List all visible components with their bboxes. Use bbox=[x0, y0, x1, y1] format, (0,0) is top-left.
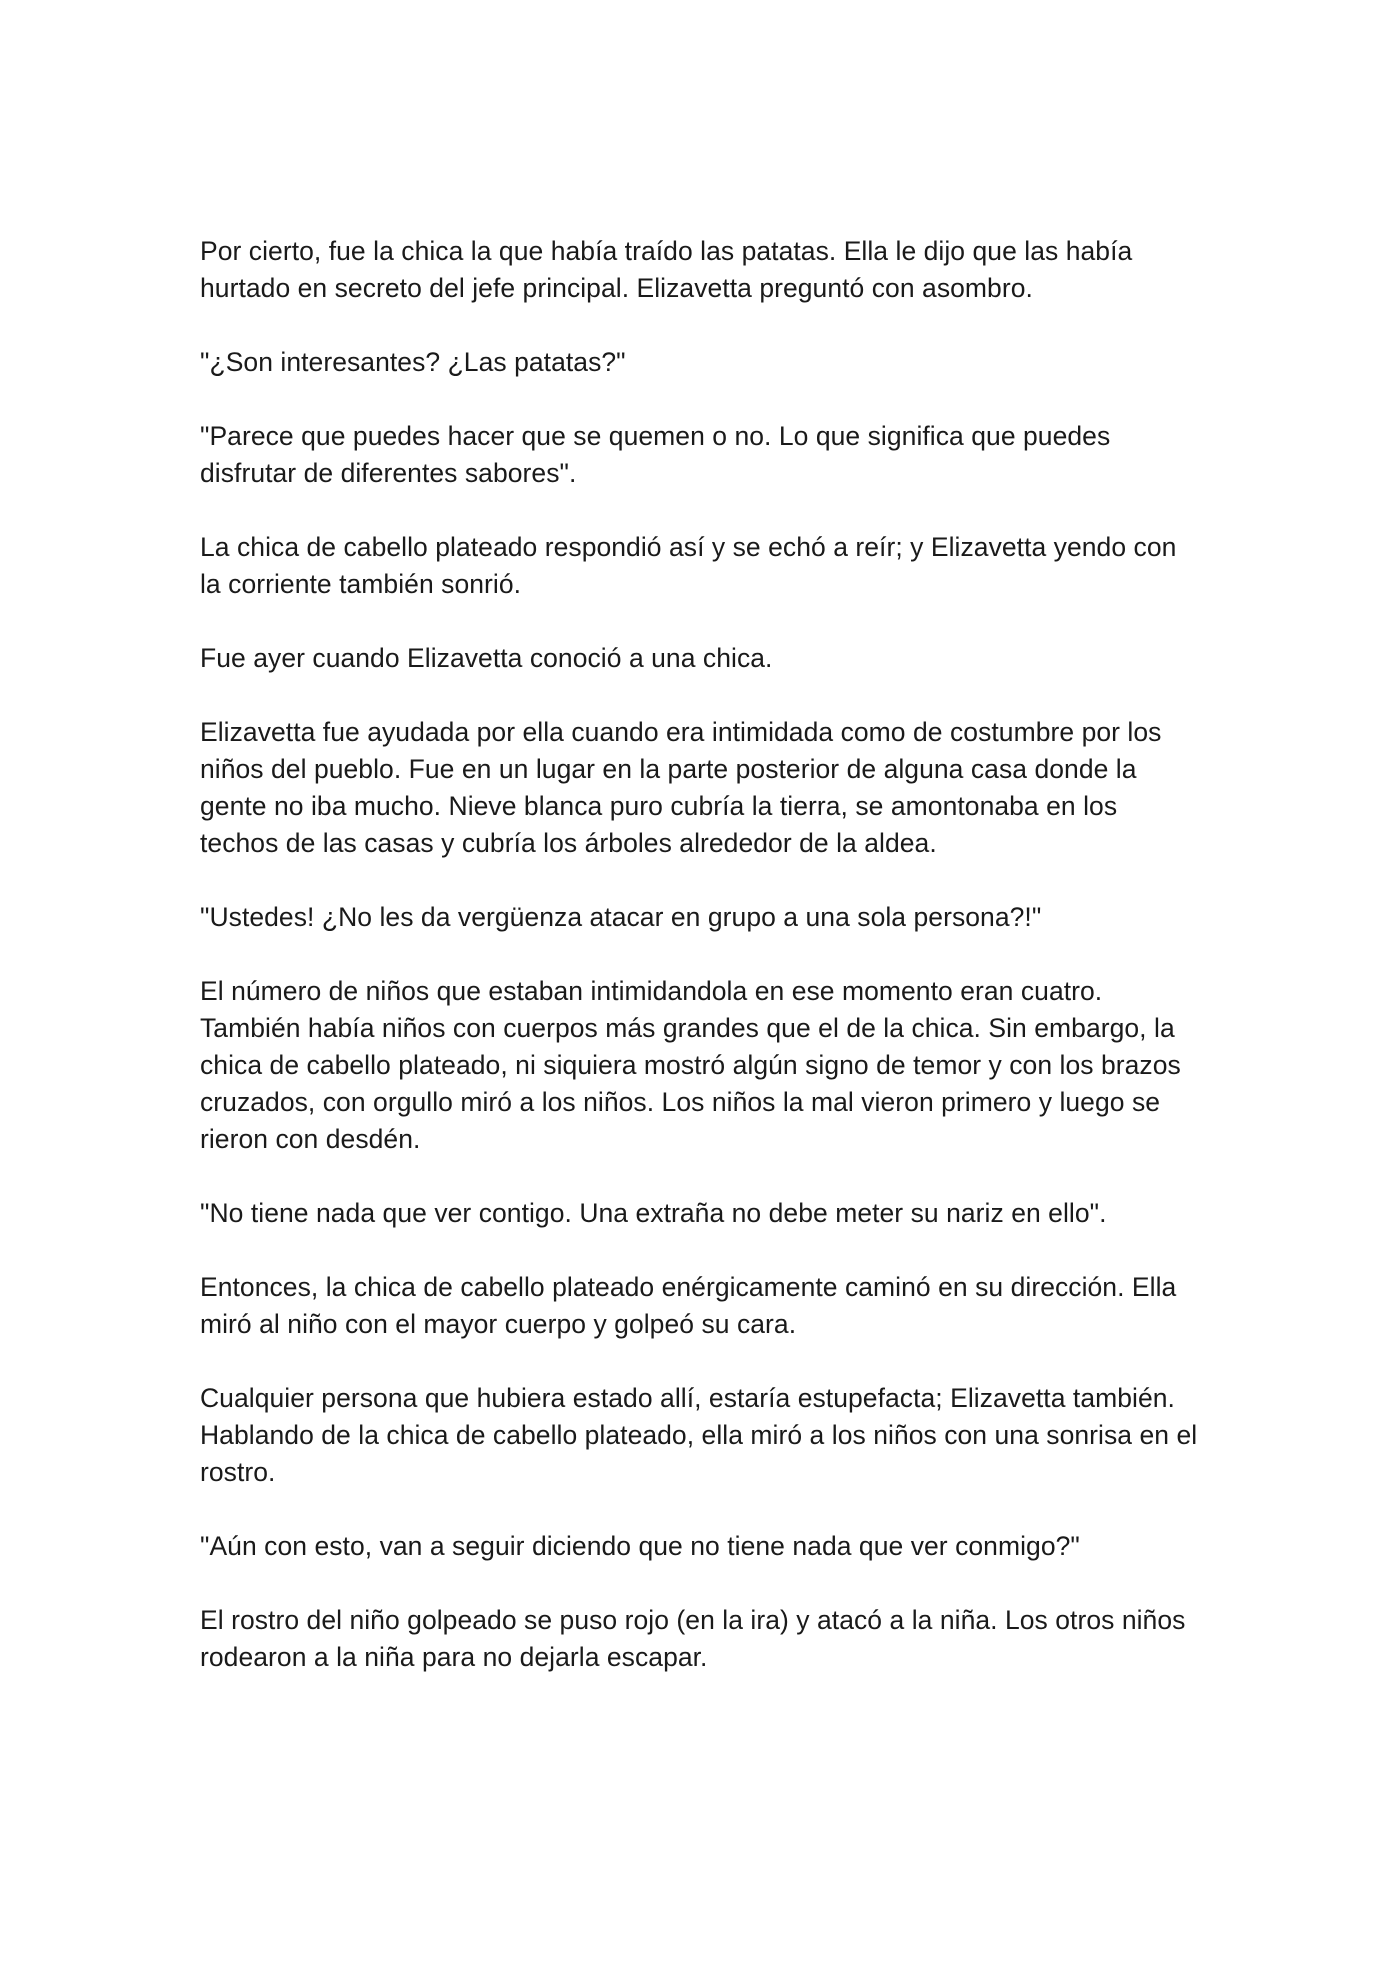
paragraph: "Parece que puedes hacer que se quemen o no. Lo que significa que puedes disfrutar de diferentes sabores". bbox=[200, 421, 1111, 488]
paragraph: La chica de cabello plateado respondió así y se echó a reír; y Elizavetta yendo con la corriente también sonrió. bbox=[200, 532, 1177, 599]
paragraph: "No tiene nada que ver contigo. Una extraña no debe meter su nariz en ello". bbox=[200, 1198, 1107, 1228]
paragraph: "¿Son interesantes? ¿Las patatas?" bbox=[200, 347, 626, 377]
paragraph: "Aún con esto, van a seguir diciendo que no tiene nada que ver conmigo?" bbox=[200, 1531, 1080, 1561]
document-body bbox=[200, 233, 1200, 1676]
paragraph: Cualquier persona que hubiera estado allí, estaría estupefacta; Elizavetta también. Hablando de la chica de cabello plateado, ella miró a los niños con una sonrisa en el rostro. bbox=[200, 1383, 1198, 1487]
paragraph: Fue ayer cuando Elizavetta conoció a una chica. bbox=[200, 643, 773, 673]
paragraph: El número de niños que estaban intimidandola en ese momento eran cuatro. También había niños con cuerpos más grandes que el de la chica. Sin embargo, la chica de cabello plateado, ni siquiera mostró algún signo de temor y con los brazos cruzados, con orgullo miró a los niños. Los niños la mal vieron primero y luego se rieron con desdén. bbox=[200, 976, 1181, 1154]
paragraph: El rostro del niño golpeado se puso rojo (en la ira) y atacó a la niña. Los otros niños rodearon a la niña para no dejarla escapar. bbox=[200, 1605, 1186, 1672]
paragraph: Elizavetta fue ayudada por ella cuando era intimidada como de costumbre por los niños del pueblo. Fue en un lugar en la parte posterior de alguna casa donde la gente no iba mucho. Nieve blanca puro cubría la tierra, se amontonaba en los techos de las casas y cubría los árboles alrededor de la aldea. bbox=[200, 717, 1162, 858]
paragraph: "Ustedes! ¿No les da vergüenza atacar en grupo a una sola persona?!" bbox=[200, 902, 1042, 932]
paragraph: Por cierto, fue la chica la que había traído las patatas. Ella le dijo que las había hurtado en secreto del jefe principal. Elizavetta preguntó con asombro. bbox=[200, 236, 1133, 303]
paragraph: Entonces, la chica de cabello plateado enérgicamente caminó en su dirección. Ella miró al niño con el mayor cuerpo y golpeó su cara. bbox=[200, 1272, 1177, 1339]
